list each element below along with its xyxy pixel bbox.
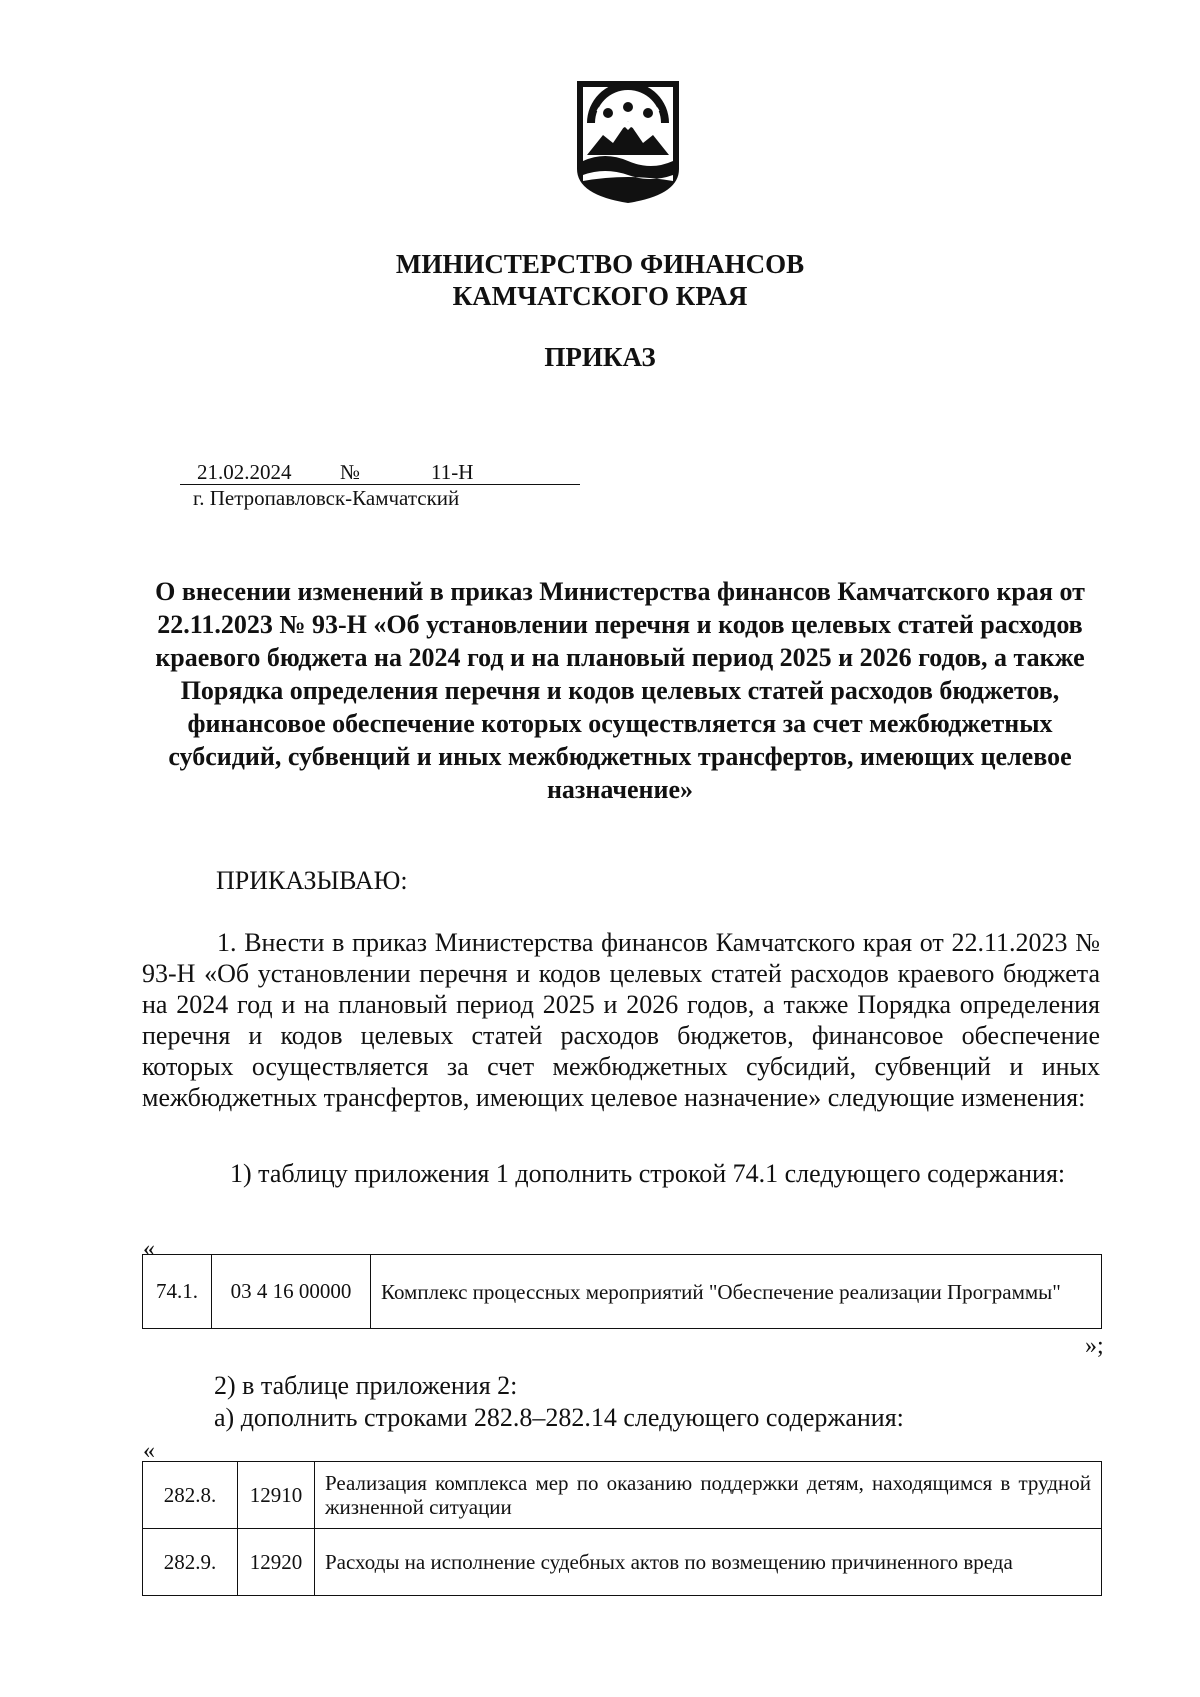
ministry-line-1: МИНИСТЕРСТВО ФИНАНСОВ [395,249,805,279]
ministry-line-2: КАМЧАТСКОГО КРАЯ [452,281,748,311]
date-number-line [180,460,580,485]
quote-close-1: »; [1085,1333,1104,1359]
table-appendix-1 [142,1254,1102,1329]
number-sign: № [340,460,361,484]
row-text: Расходы на исполнение судебных актов по возмещению причиненного вреда [315,1529,1102,1596]
ministry-name [0,248,1200,312]
paragraph-1-item-2: 2) в таблице приложения 2: [214,1371,518,1400]
paragraph-1-item-2a: а) дополнить строками 282.8–282.14 следующего содержания: [214,1403,904,1432]
row-code: 12910 [238,1462,315,1529]
row-number: 282.9. [143,1529,238,1596]
document-type: ПРИКАЗ [544,342,656,372]
orders-heading: ПРИКАЗЫВАЮ: [216,866,408,895]
row-code: 12920 [238,1529,315,1596]
row-text: Реализация комплекса мер по оказанию поддержки детям, находящимся в трудной жизненной ситуации [315,1462,1102,1529]
document-place: г. Петропавловск-Камчатский [193,486,460,510]
paragraph-1: 1. Внести в приказ Министерства финансов Камчатского края от 22.11.2023 № 93-Н «Об установлении перечня и кодов целевых статей расходов краевого бюджета на 2024 год и на плановый период 2025 и 2026 годов, а также Порядка определения перечня и кодов целевых статей расходов бюджетов, финансовое обеспечение которых осуществляется за счет межбюджетных субсидий, субвенций и иных межбюджетных трансфертов, имеющих целевое назначение» следующие изменения: [142,928,1100,1112]
quote-open-1: « [143,1236,155,1262]
document-number: 11-Н [431,460,474,484]
row-code: 03 4 16 00000 [212,1255,371,1329]
document-subject: О внесении изменений в приказ Министерства финансов Камчатского края от 22.11.2023 № 93-Н «Об установлении перечня и кодов целевых статей расходов краевого бюджета на 2024 год и на плановый период 2025 и 2026 годов, а также Порядка определения перечня и кодов целевых статей расходов бюджетов, финансовое обеспечение которых осуществляется за счет межбюджетных субсидий, субвенций и иных межбюджетных трансфертов, имеющих целевое назначение» [155,577,1085,804]
document-date: 21.02.2024 [197,460,292,484]
paragraph-1-item-1: 1) таблицу приложения 1 дополнить строкой 74.1 следующего содержания: [230,1159,1066,1188]
table-row [143,1462,1102,1529]
table-row [143,1529,1102,1596]
row-text: Комплекс процессных мероприятий "Обеспечение реализации Программы" [371,1255,1102,1329]
quote-open-2: « [143,1438,155,1464]
row-number: 74.1. [143,1255,212,1329]
table-row [143,1255,1102,1329]
kamchatka-coat-of-arms-icon [573,77,683,207]
table-appendix-2 [142,1461,1102,1596]
row-number: 282.8. [143,1462,238,1529]
